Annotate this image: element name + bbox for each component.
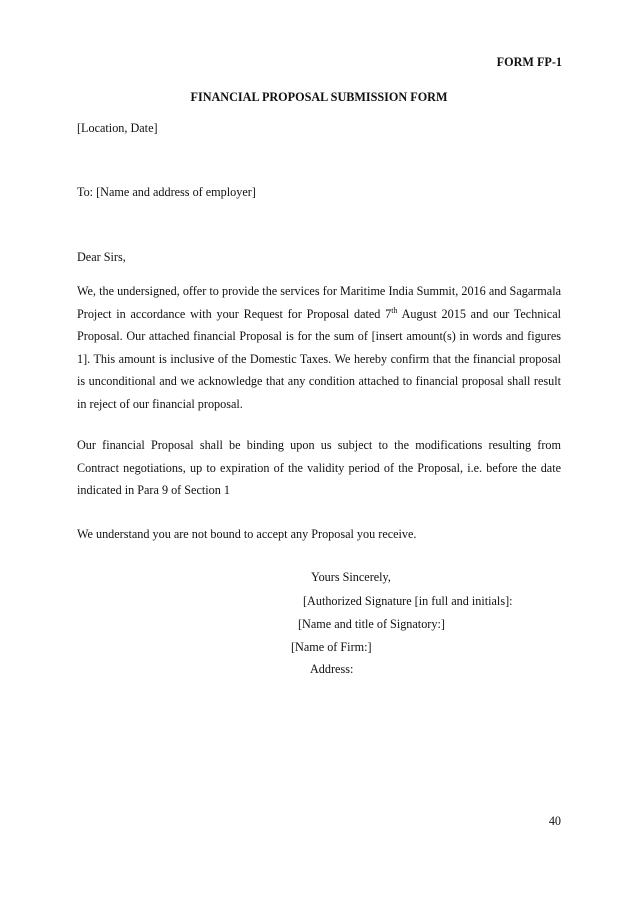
location-date: [Location, Date] (77, 121, 158, 135)
address-line: Address: (310, 662, 354, 676)
salutation: Dear Sirs, (77, 250, 126, 264)
signatory-name-line: [Name and title of Signatory:] (298, 617, 445, 631)
page-title: FINANCIAL PROPOSAL SUBMISSION FORM (190, 90, 448, 104)
acceptance-paragraph: We understand you are not bound to accept any Proposal you receive. (77, 527, 417, 541)
offer-paragraph (77, 280, 561, 415)
offer-paragraph-part1: We, the undersigned, offer to provide the services for Maritime India Summit, 2016 and Sagarmala Project in accordance with your Request for Proposal dated 7 (77, 284, 561, 321)
firm-name-line: [Name of Firm:] (291, 640, 372, 654)
offer-paragraph-part2: August 2015 and our Technical Proposal. Our attached financial Proposal is for the sum of [insert amount(s) in words and figures 1]. This amount is inclusive of the Domestic Taxes. We hereby confirm that the financial proposal is unconditional and we acknowledge that any condition attached to financial proposal shall result in reject of our financial proposal. (77, 306, 561, 411)
binding-paragraph: Our financial Proposal shall be binding upon us subject to the modifications resulting from Contract negotiations, up to expiration of the validity period of the Proposal, i.e. before the date indicated in Para 9 of Section 1 (77, 438, 561, 497)
date-superscript: th (391, 305, 398, 315)
form-code: FORM FP-1 (496, 55, 562, 69)
closing-sincerely: Yours Sincerely, (311, 570, 391, 584)
addressee-line: To: [Name and address of employer] (77, 185, 256, 199)
authorized-signature-line: [Authorized Signature [in full and initials]: (303, 594, 513, 608)
page-number: 40 (548, 814, 561, 828)
